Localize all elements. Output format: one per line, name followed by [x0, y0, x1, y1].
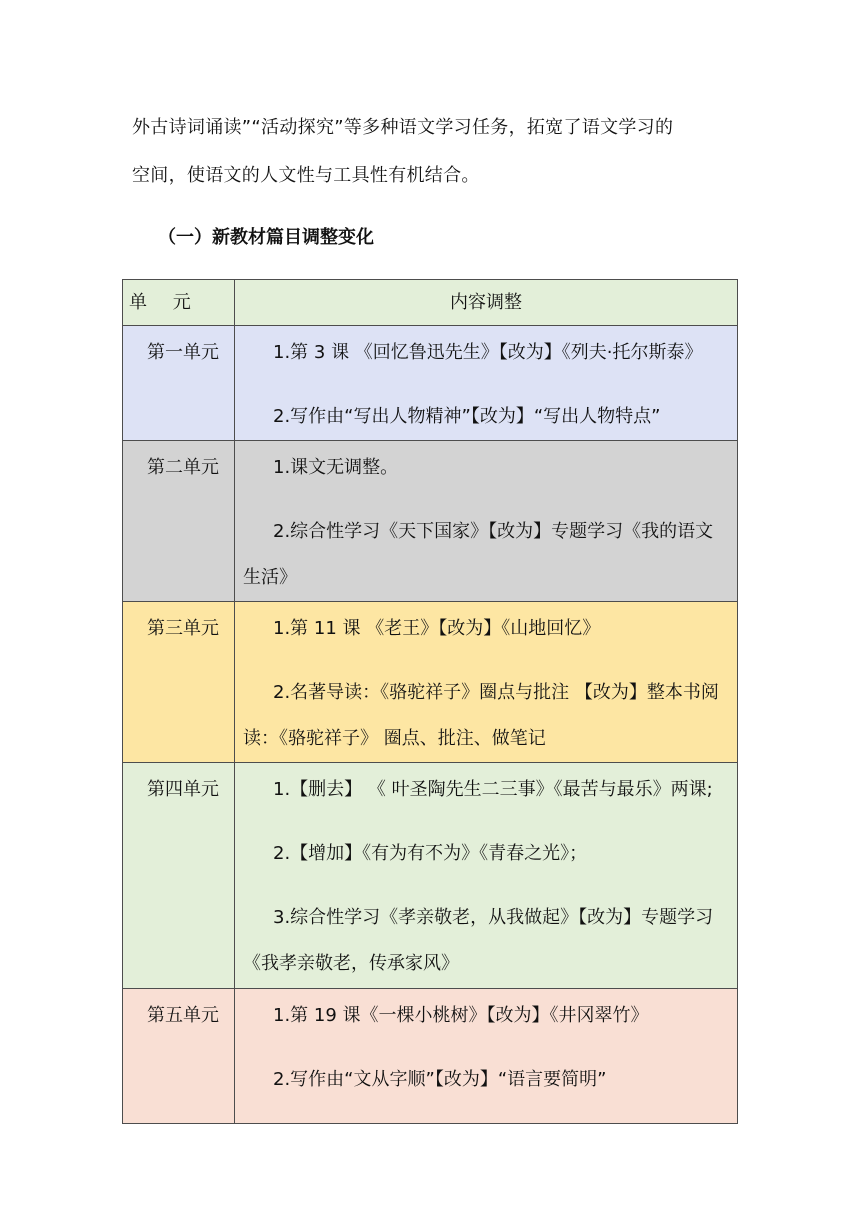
section-heading: （一）新教材篇目调整变化	[158, 227, 374, 248]
table-header-row	[123, 280, 738, 326]
unit-name: 第五单元	[147, 1005, 219, 1026]
header-unit: 单 元	[123, 280, 235, 326]
adjustment-item: 2.综合性学习《天下国家》【改为】专题学习《我的语文生活》	[243, 521, 714, 588]
table-row	[123, 326, 738, 441]
unit-cell	[123, 326, 235, 441]
unit-cell	[123, 602, 235, 763]
intro-line-2: 空间，使语文的人文性与工具性有机结合。	[132, 165, 480, 186]
adjustment-item: 2.写作由“文从字顺”【改为】“语言要简明”	[273, 1069, 607, 1090]
adjustment-item: 3.综合性学习《孝亲敬老，从我做起》【改为】专题学习《我孝亲敬老，传承家风》	[243, 907, 714, 974]
content-cell	[235, 989, 738, 1124]
unit-cell	[123, 763, 235, 989]
adjustment-item: 1.【删去】 《 叶圣陶先生二三事》《最苦与最乐》两课;	[273, 779, 713, 800]
adjustment-item: 2.名著导读：《骆驼祥子》圈点与批注 【改为】整本书阅读：《骆驼祥子》 圈点、批注、做笔记	[243, 682, 719, 749]
table-row	[123, 763, 738, 989]
intro-line-1: 外古诗词诵读”“活动探究”等多种语文学习任务，拓宽了语文学习的	[132, 117, 674, 138]
adjustment-table	[122, 279, 738, 1124]
adjustment-item: 1.第 3 课 《回忆鲁迅先生》【改为】《列夫·托尔斯泰》	[273, 342, 703, 363]
content-cell	[235, 441, 738, 602]
adjustment-item: 2.【增加】《有为有不为》《青春之光》；	[273, 843, 588, 864]
table-row	[123, 989, 738, 1124]
unit-name: 第一单元	[147, 342, 219, 363]
adjustment-item: 1.第 19 课《一棵小桃树》【改为】《井冈翠竹》	[273, 1005, 649, 1026]
table-row	[123, 441, 738, 602]
header-content: 内容调整	[235, 280, 738, 326]
adjustment-item: 1.课文无调整。	[273, 457, 399, 478]
content-cell	[235, 326, 738, 441]
unit-cell	[123, 441, 235, 602]
adjustment-item: 1.第 11 课 《老王》【改为】《山地回忆》	[273, 618, 601, 639]
unit-name: 第四单元	[147, 779, 219, 800]
content-cell	[235, 602, 738, 763]
table-row	[123, 602, 738, 763]
unit-name: 第三单元	[147, 618, 219, 639]
content-cell	[235, 763, 738, 989]
adjustment-item: 2.写作由“写出人物精神”【改为】“写出人物特点”	[273, 406, 661, 427]
unit-cell	[123, 989, 235, 1124]
unit-name: 第二单元	[147, 457, 219, 478]
